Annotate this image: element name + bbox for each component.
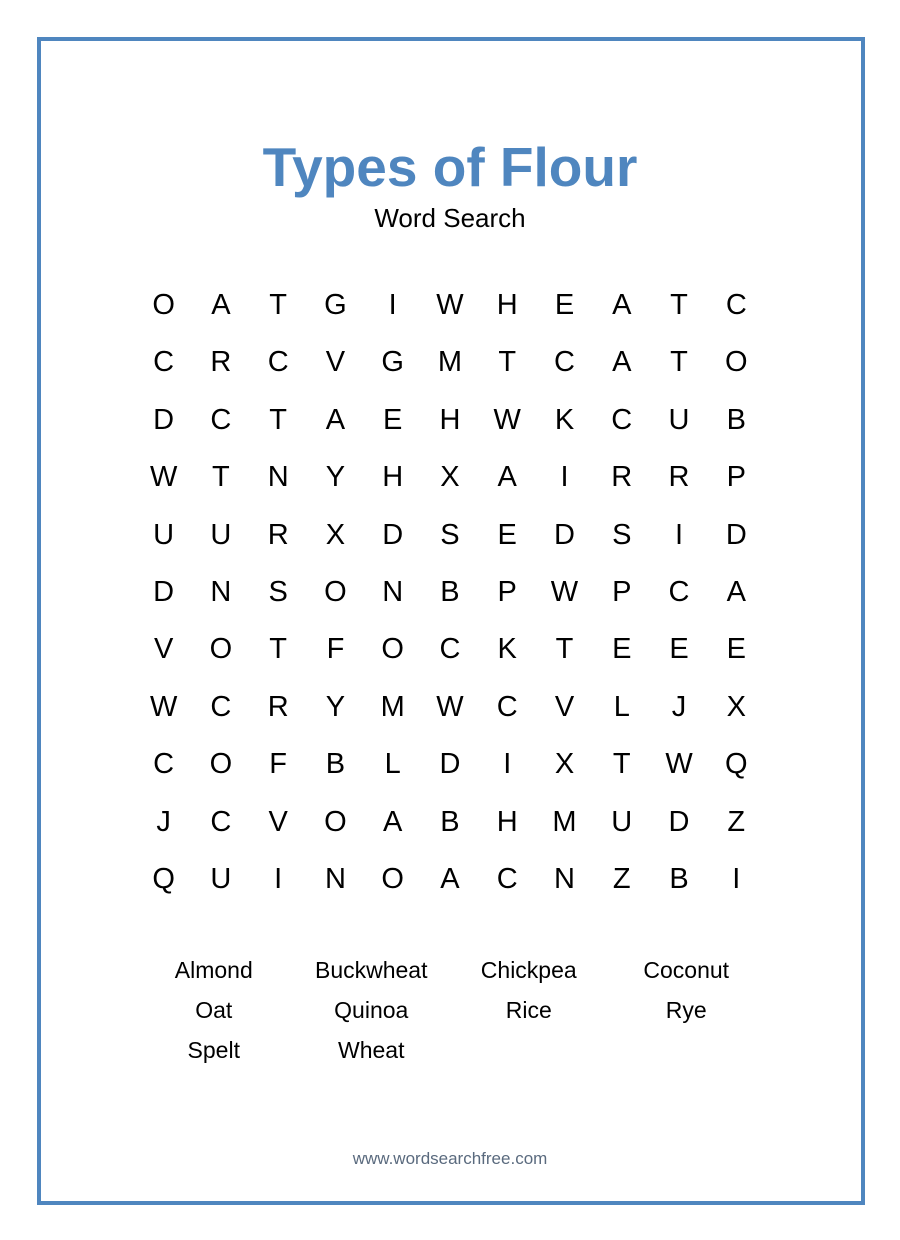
grid-cell[interactable]: T [612,748,631,781]
grid-cell[interactable]: E [554,289,575,321]
grid-cell[interactable]: B [669,862,689,895]
grid-cell[interactable]: O [725,346,748,379]
grid-cell[interactable]: C [439,633,461,666]
word-list-item: Almond [174,957,253,983]
grid-cell[interactable]: A [497,461,517,494]
grid-cell[interactable]: I [503,748,512,781]
letter-grid [135,277,765,908]
grid-cell[interactable]: A [383,805,403,838]
grid-cell[interactable]: V [554,690,575,723]
grid-cell[interactable]: W [436,690,464,723]
grid-cell[interactable]: I [732,862,741,895]
word-list-item: Chickpea [480,957,577,983]
word-list-item: Rice [505,997,552,1023]
grid-cell[interactable]: C [267,346,289,379]
grid-cell[interactable]: A [325,403,346,436]
grid-cell[interactable]: D [725,518,747,551]
grid-cell[interactable]: D [554,518,575,551]
grid-cell[interactable]: E [669,633,689,666]
page-title: Types of Flour [262,136,638,198]
word-list-item: Oat [195,997,233,1023]
grid-cell[interactable]: H [382,461,404,494]
grid-cell[interactable]: Q [725,748,748,781]
word-list [135,950,765,1070]
grid-row [135,392,765,449]
grid-cell[interactable]: W [665,748,693,781]
grid-cell[interactable]: U [611,805,633,838]
grid-cell[interactable]: B [440,805,460,838]
grid-cell[interactable]: O [209,633,233,666]
grid-cell[interactable]: O [324,575,347,608]
grid-cell[interactable]: P [726,461,746,494]
word-list-item: Rye [665,997,707,1023]
grid-cell[interactable]: E [726,633,746,666]
grid-cell[interactable]: J [156,805,171,838]
grid-cell[interactable]: U [210,518,232,551]
grid-cell[interactable]: N [267,461,289,494]
grid-cell[interactable]: X [554,748,575,781]
grid-cell[interactable]: E [497,518,517,551]
grid-cell[interactable]: A [612,346,632,379]
word-list-item: Spelt [187,1037,240,1063]
grid-cell[interactable]: H [496,289,518,321]
grid-cell[interactable]: H [496,805,518,838]
grid-cell[interactable]: T [212,461,230,494]
grid-cell[interactable]: C [668,575,690,608]
grid-cell[interactable]: Q [152,862,175,895]
grid-cell[interactable]: D [382,518,404,551]
grid-cell[interactable]: W [149,690,178,723]
grid-row [135,736,765,793]
grid-cell[interactable]: D [668,805,690,838]
grid-cell[interactable]: R [611,461,633,494]
grid-cell[interactable]: G [381,346,404,379]
grid-cell[interactable]: U [210,862,232,895]
grid-cell[interactable]: P [612,575,632,608]
grid-row [135,621,765,678]
grid-cell[interactable]: F [326,633,345,666]
word-list-item: Coconut [643,957,730,983]
grid-row [135,449,765,506]
grid-cell[interactable]: C [153,748,175,781]
grid-cell[interactable]: K [554,403,575,436]
grid-cell[interactable]: D [153,403,175,436]
grid-cell[interactable]: C [496,862,518,895]
grid-cell[interactable]: M [552,805,577,838]
grid-cell[interactable]: N [210,575,232,608]
grid-cell[interactable]: C [725,289,747,321]
grid-cell[interactable]: O [381,633,404,666]
grid-cell[interactable]: L [613,690,630,723]
grid-cell[interactable]: M [380,690,405,723]
grid-cell[interactable]: I [674,518,684,551]
grid-cell[interactable]: X [726,690,746,723]
grid-cell[interactable]: Z [727,805,746,838]
grid-cell[interactable]: S [268,575,288,608]
grid-cell[interactable]: O [381,862,404,895]
grid-cell[interactable]: W [436,289,464,321]
grid-cell[interactable]: C [210,690,232,723]
grid-row [135,564,765,621]
grid-cell[interactable]: K [497,633,517,666]
grid-cell[interactable]: U [668,403,690,436]
grid-cell[interactable]: O [152,289,175,321]
grid-cell[interactable]: C [611,403,633,436]
grid-cell[interactable]: T [670,346,688,379]
grid-cell[interactable]: I [560,461,569,494]
footer-url: www.wordsearchfree.com [352,1149,548,1168]
grid-cell[interactable]: U [153,518,175,551]
grid-cell[interactable]: Y [325,690,346,723]
grid-cell[interactable]: A [211,289,231,321]
grid-cell[interactable]: S [440,518,460,551]
grid-row [135,277,765,334]
grid-cell[interactable]: T [269,289,288,321]
grid-cell[interactable]: C [153,346,175,379]
grid-cell[interactable]: R [210,346,232,379]
grid-row [135,851,765,908]
grid-cell[interactable]: H [439,403,461,436]
grid-row [135,334,765,391]
grid-cell[interactable]: W [493,403,521,436]
grid-cell[interactable]: P [497,575,517,608]
word-list-item: Quinoa [334,997,409,1023]
grid-cell[interactable]: Y [325,461,346,494]
grid-row [135,794,765,851]
grid-cell[interactable]: T [670,289,688,321]
grid-cell[interactable]: N [324,862,346,895]
grid-cell[interactable]: C [554,346,575,379]
grid-cell[interactable]: V [268,805,288,838]
grid-cell[interactable]: W [550,575,579,608]
grid-cell[interactable]: B [726,403,746,436]
grid-row [135,679,765,736]
grid-cell[interactable]: R [267,690,289,723]
grid-cell[interactable]: O [324,805,347,838]
grid-cell[interactable]: J [671,690,687,723]
grid-cell[interactable]: C [210,403,232,436]
grid-cell[interactable]: T [269,403,288,436]
grid-cell[interactable]: E [383,403,403,436]
grid-cell[interactable]: C [496,690,518,723]
grid-row [135,507,765,564]
grid-cell[interactable]: E [612,633,632,666]
grid-cell[interactable]: S [612,518,632,551]
grid-cell[interactable]: D [439,748,461,781]
grid-cell[interactable]: R [267,518,289,551]
grid-cell[interactable]: L [384,748,401,781]
grid-cell[interactable]: F [269,748,288,781]
grid-cell[interactable]: O [209,748,233,781]
word-list-item: Buckwheat [314,957,428,983]
grid-cell[interactable]: X [440,461,460,494]
grid-cell[interactable]: T [269,633,288,666]
grid-cell[interactable]: N [382,575,404,608]
grid-cell[interactable]: V [325,346,346,379]
grid-cell[interactable]: G [324,289,347,321]
grid-cell[interactable]: R [668,461,690,494]
grid-cell[interactable]: A [726,575,746,608]
grid-cell[interactable]: A [440,862,460,895]
grid-cell[interactable]: B [440,575,460,608]
word-list-item: Wheat [338,1037,405,1063]
grid-cell[interactable]: V [153,633,174,666]
grid-cell[interactable]: T [555,633,574,666]
grid-cell[interactable]: X [325,518,346,551]
grid-cell[interactable]: I [388,289,397,321]
grid-cell[interactable]: Z [612,862,631,895]
grid-cell[interactable]: I [274,862,283,895]
page-subtitle: Word Search [374,203,526,233]
grid-cell[interactable]: T [498,346,517,379]
grid-cell[interactable]: M [437,346,463,379]
grid-cell[interactable]: A [612,289,632,321]
grid-cell[interactable]: B [325,748,346,781]
grid-cell[interactable]: D [153,575,175,608]
grid-cell[interactable]: C [210,805,232,838]
grid-cell[interactable]: N [554,862,575,895]
grid-cell[interactable]: W [149,461,178,494]
